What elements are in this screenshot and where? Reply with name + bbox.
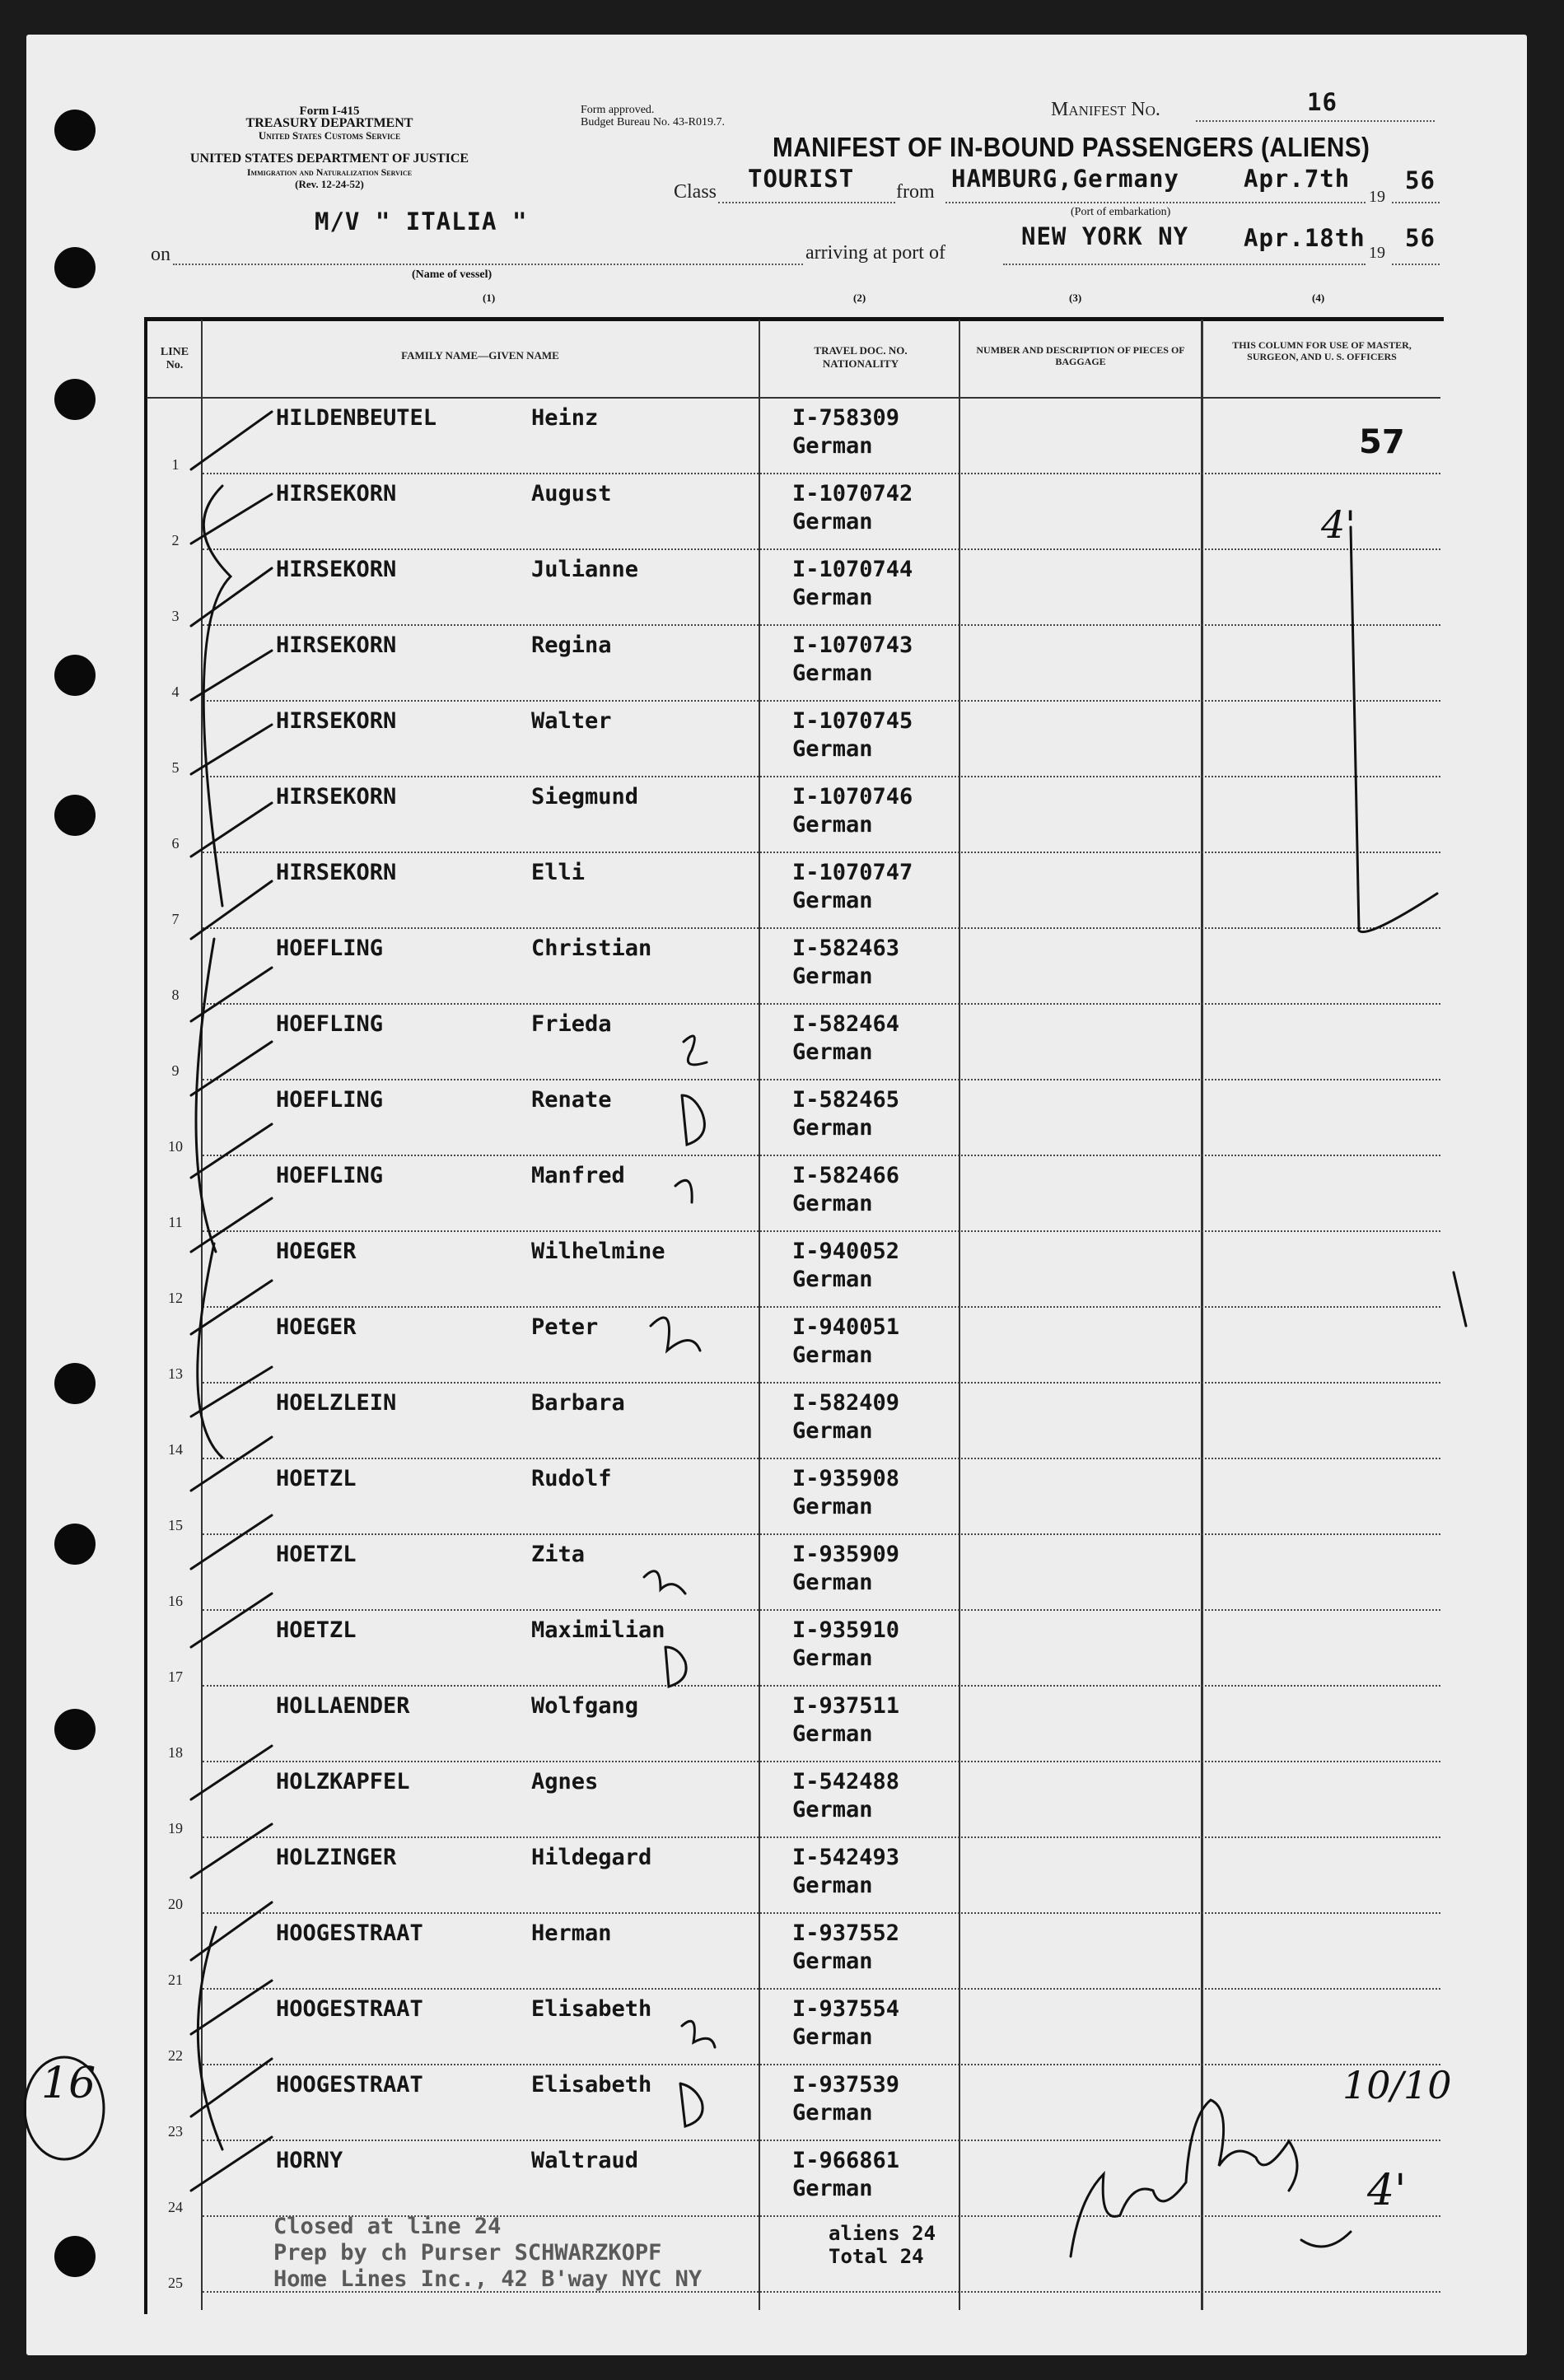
family-name: HOEFLING xyxy=(276,1087,384,1113)
line-number: 7 xyxy=(171,911,180,927)
arrival-line xyxy=(1003,264,1366,265)
family-name: HILDENBEUTEL xyxy=(276,405,437,431)
nationality: German xyxy=(792,1494,873,1519)
given-name: Christian xyxy=(531,936,652,961)
family-name: HOLZINGER xyxy=(276,1845,397,1870)
nationality: German xyxy=(792,660,873,686)
arrival-port: NEW YORK NY xyxy=(1021,222,1189,250)
row-rule xyxy=(203,624,1440,626)
header-rule xyxy=(147,397,1440,399)
col1-number: (1) xyxy=(483,292,496,304)
bottom-mark: 4' xyxy=(1367,2166,1407,2215)
family-name: HOOGESTRAAT xyxy=(276,2072,423,2098)
arrival-date: Apr.18th xyxy=(1244,224,1366,252)
line-number: 22 xyxy=(168,2047,183,2064)
travel-doc-number: I-935908 xyxy=(792,1466,900,1491)
binder-hole xyxy=(54,795,96,836)
baggage-header: NUMBER AND DESCRIPTION OF PIECES OF BAGGAGE xyxy=(976,344,1185,367)
form-approved: Form approved. xyxy=(581,104,655,116)
nationality: German xyxy=(792,1797,873,1822)
nationality: German xyxy=(792,509,873,534)
given-name: Herman xyxy=(531,1920,612,1946)
budget-bureau: Budget Bureau No. 43-R019.7. xyxy=(581,116,725,128)
travel-doc-number: I-1070745 xyxy=(792,708,913,734)
travel-doc-number: I-582466 xyxy=(792,1163,900,1188)
nationality: German xyxy=(792,964,873,989)
given-name: Julianne xyxy=(531,557,639,582)
travel-doc-number: I-940051 xyxy=(792,1314,900,1340)
row-rule xyxy=(203,1155,1440,1156)
family-name: HOLLAENDER xyxy=(276,1693,410,1719)
nationality: German xyxy=(792,1721,873,1747)
binder-hole xyxy=(54,2236,96,2277)
aliens-count: aliens 24 xyxy=(829,2222,936,2245)
line-number: 18 xyxy=(168,1744,183,1761)
arrival-year: 56 xyxy=(1405,224,1436,252)
given-name: Agnes xyxy=(531,1769,599,1794)
line-number: 20 xyxy=(168,1896,183,1912)
given-name: Elli xyxy=(531,860,586,885)
line-number: 17 xyxy=(168,1668,183,1685)
travel-doc-number: I-935909 xyxy=(792,1542,900,1567)
line-number: 9 xyxy=(171,1062,180,1079)
year-prefix: 19 xyxy=(1369,244,1385,262)
row-rule xyxy=(203,700,1440,702)
family-name: HOETZL xyxy=(276,1466,357,1491)
nationality: German xyxy=(792,433,873,459)
line-number: 19 xyxy=(168,1820,183,1836)
given-name: Walter xyxy=(531,708,612,734)
circled-manifest-number: 16 xyxy=(41,2059,96,2108)
travel-doc-number: I-1070743 xyxy=(792,632,913,658)
officer-mark: 4' xyxy=(1321,502,1356,547)
nationality: German xyxy=(792,1645,873,1671)
line-number: 1 xyxy=(171,456,180,473)
row-rule xyxy=(203,1382,1440,1384)
binder-hole xyxy=(54,1524,96,1565)
line-number: 3 xyxy=(171,608,180,624)
row-rule xyxy=(203,1306,1440,1308)
fraction-mark: 10/10 xyxy=(1342,2063,1452,2107)
given-name: Manfred xyxy=(531,1163,625,1188)
travel-doc-number: I-937552 xyxy=(792,1920,900,1946)
vessel-caption: (Name of vessel) xyxy=(412,268,493,281)
vessel-name: M/V " ITALIA " xyxy=(315,208,528,236)
family-name: HIRSEKORN xyxy=(276,632,397,658)
travel-doc-number: I-935910 xyxy=(792,1617,900,1643)
total-count: Total 24 xyxy=(829,2245,924,2268)
nationality: German xyxy=(792,1418,873,1444)
line-number: 11 xyxy=(168,1214,183,1230)
year-line xyxy=(1392,264,1440,265)
given-name: Zita xyxy=(531,1542,586,1567)
binder-hole xyxy=(54,1363,96,1404)
column-divider xyxy=(201,320,203,2310)
travel-doc-number: I-542493 xyxy=(792,1845,900,1870)
given-name: Peter xyxy=(531,1314,599,1340)
given-name: Maximilian xyxy=(531,1617,665,1643)
column-divider xyxy=(959,320,960,2310)
row-rule xyxy=(203,776,1440,777)
nationality: German xyxy=(792,1191,873,1216)
travel-doc-number: I-1070742 xyxy=(792,481,913,506)
form-number: Form I-415 xyxy=(299,105,360,118)
travel-doc-number: I-758309 xyxy=(792,405,900,431)
travel-doc-number: I-1070744 xyxy=(792,557,913,582)
nationality: German xyxy=(792,2100,873,2126)
line-number: 10 xyxy=(168,1138,183,1155)
row-rule xyxy=(203,1988,1440,1990)
travel-doc-number: I-542488 xyxy=(792,1769,900,1794)
row-rule xyxy=(203,1836,1440,1838)
nationality: German xyxy=(792,1039,873,1065)
line-number: 16 xyxy=(168,1593,183,1609)
binder-hole xyxy=(54,247,96,288)
line-number: 2 xyxy=(171,532,180,548)
from-port: HAMBURG,Germany xyxy=(951,165,1179,193)
nationality: German xyxy=(792,2176,873,2201)
column-divider xyxy=(759,320,760,2310)
line-number: 15 xyxy=(168,1517,183,1533)
line-number: 12 xyxy=(168,1290,183,1306)
line-number: 24 xyxy=(168,2199,183,2215)
column-divider xyxy=(1201,320,1203,2310)
ins-service: Immigration and Naturalization Service xyxy=(246,166,413,178)
officer-count: 57 xyxy=(1359,423,1405,461)
line-number: 13 xyxy=(168,1365,183,1382)
row-rule xyxy=(203,1003,1440,1005)
nationality: German xyxy=(792,1873,873,1898)
travel-doc-number: I-937554 xyxy=(792,1996,900,2022)
customs-service: United States Customs Service xyxy=(258,129,401,142)
row-rule xyxy=(203,1685,1440,1687)
name-header: FAMILY NAME—GIVEN NAME xyxy=(401,349,559,362)
nationality: German xyxy=(792,736,873,762)
binder-hole xyxy=(54,1709,96,1750)
family-name: HOOGESTRAAT xyxy=(276,1920,423,1946)
row-rule xyxy=(203,1912,1440,1914)
form-revision: (Rev. 12-24-52) xyxy=(295,178,364,190)
travel-doc-number: I-582465 xyxy=(792,1087,900,1113)
officers-header: THIS COLUMN FOR USE OF MASTER, SURGEON, AND U. S. OFFICERS xyxy=(1232,339,1412,362)
given-name: Regina xyxy=(531,632,612,658)
family-name: HOEGER xyxy=(276,1239,357,1264)
nationality: German xyxy=(792,888,873,913)
nationality: German xyxy=(792,812,873,838)
travel-doc-header: TRAVEL DOC. NO. NATIONALITY xyxy=(814,344,908,370)
manifest-label: Manifest No. xyxy=(1051,99,1160,120)
nationality: German xyxy=(792,585,873,610)
line-number: 8 xyxy=(171,987,180,1003)
family-name: HIRSEKORN xyxy=(276,860,397,885)
line-number: 6 xyxy=(171,835,180,852)
family-name: HOEFLING xyxy=(276,936,384,961)
year-prefix: 19 xyxy=(1369,188,1385,206)
row-rule xyxy=(203,548,1440,550)
family-name: HOEGER xyxy=(276,1314,357,1340)
family-name: HIRSEKORN xyxy=(276,557,397,582)
departure-year: 56 xyxy=(1405,166,1436,194)
travel-doc-number: I-582463 xyxy=(792,936,900,961)
row-rule xyxy=(203,1533,1440,1535)
family-name: HOEFLING xyxy=(276,1163,384,1188)
travel-doc-number: I-937539 xyxy=(792,2072,900,2098)
travel-doc-number: I-1070746 xyxy=(792,784,913,810)
row-rule xyxy=(203,1609,1440,1611)
family-name: HOLZKAPFEL xyxy=(276,1769,410,1794)
row-rule xyxy=(203,927,1440,929)
prepared-by: Prep by ch Purser SCHWARZKOPF xyxy=(273,2240,662,2266)
row-rule xyxy=(203,1230,1440,1232)
row-rule xyxy=(203,473,1440,474)
class-label: Class xyxy=(674,181,717,203)
line-number: 23 xyxy=(168,2123,183,2140)
family-name: HOELZLEIN xyxy=(276,1390,397,1416)
given-name: Heinz xyxy=(531,405,599,431)
travel-doc-number: I-966861 xyxy=(792,2148,900,2173)
nationality: German xyxy=(792,1342,873,1368)
line-number: 14 xyxy=(168,1441,183,1458)
travel-doc-number: I-582464 xyxy=(792,1011,900,1037)
col3-number: (3) xyxy=(1069,292,1082,304)
given-name: Elisabeth xyxy=(531,2072,652,2098)
given-name: Barbara xyxy=(531,1390,625,1416)
travel-doc-number: I-940052 xyxy=(792,1239,900,1264)
line-number: 5 xyxy=(171,759,180,776)
document-title: MANIFEST OF IN-BOUND PASSENGERS (ALIENS) xyxy=(773,132,1370,162)
departure-date: Apr.7th xyxy=(1244,165,1351,193)
row-rule xyxy=(203,852,1440,853)
given-name: Hildegard xyxy=(531,1845,652,1870)
family-name: HORNY xyxy=(276,2148,343,2173)
line-number: 4 xyxy=(171,684,180,700)
manifest-line xyxy=(1196,120,1435,122)
binder-hole xyxy=(54,110,96,151)
justice-department: UNITED STATES DEPARTMENT OF JUSTICE xyxy=(189,152,469,166)
company-line: Home Lines Inc., 42 B'way NYC NY xyxy=(273,2266,703,2292)
given-name: Renate xyxy=(531,1087,612,1113)
col4-number: (4) xyxy=(1312,292,1325,304)
family-name: HOOGESTRAAT xyxy=(276,1996,423,2022)
col2-number: (2) xyxy=(853,292,866,304)
travel-doc-number: I-937511 xyxy=(792,1693,900,1719)
on-label: on xyxy=(151,244,170,265)
family-name: HIRSEKORN xyxy=(276,708,397,734)
closed-note: Closed at line 24 xyxy=(273,2214,502,2239)
row-rule xyxy=(203,1761,1440,1762)
from-label: from xyxy=(896,181,935,203)
given-name: Waltraud xyxy=(531,2148,639,2173)
family-name: HIRSEKORN xyxy=(276,784,397,810)
given-name: Siegmund xyxy=(531,784,639,810)
binder-hole xyxy=(54,379,96,420)
family-name: HOETZL xyxy=(276,1542,357,1567)
given-name: Elisabeth xyxy=(531,1996,652,2022)
family-name: HOETZL xyxy=(276,1617,357,1643)
given-name: August xyxy=(531,481,612,506)
line-number: 25 xyxy=(168,2275,183,2291)
row-rule xyxy=(203,2064,1440,2065)
manifest-number: 16 xyxy=(1307,88,1338,116)
class-value: TOURIST xyxy=(748,165,855,193)
family-name: HIRSEKORN xyxy=(276,481,397,506)
given-name: Frieda xyxy=(531,1011,612,1037)
travel-doc-number: I-1070747 xyxy=(792,860,913,885)
row-rule xyxy=(203,1458,1440,1459)
binder-hole xyxy=(54,655,96,696)
nationality: German xyxy=(792,1267,873,1292)
given-name: Wilhelmine xyxy=(531,1239,665,1264)
port-embarkation-caption: (Port of embarkation) xyxy=(1071,206,1171,218)
nationality: German xyxy=(792,1948,873,1974)
year-line xyxy=(1392,202,1440,203)
line-no-header: LINE No. xyxy=(160,346,189,371)
from-line xyxy=(945,202,1366,203)
row-rule xyxy=(203,2140,1440,2141)
given-name: Rudolf xyxy=(531,1466,612,1491)
row-rule xyxy=(203,1079,1440,1080)
nationality: German xyxy=(792,1115,873,1141)
nationality: German xyxy=(792,1570,873,1595)
family-name: HOEFLING xyxy=(276,1011,384,1037)
class-line xyxy=(718,202,895,203)
arriving-label: arriving at port of xyxy=(805,242,945,264)
nationality: German xyxy=(792,2024,873,2050)
line-number: 21 xyxy=(168,1972,183,1988)
travel-doc-number: I-582409 xyxy=(792,1390,900,1416)
treasury-department: TREASURY DEPARTMENT xyxy=(245,116,413,130)
given-name: Wolfgang xyxy=(531,1693,639,1719)
vessel-line xyxy=(173,264,803,265)
